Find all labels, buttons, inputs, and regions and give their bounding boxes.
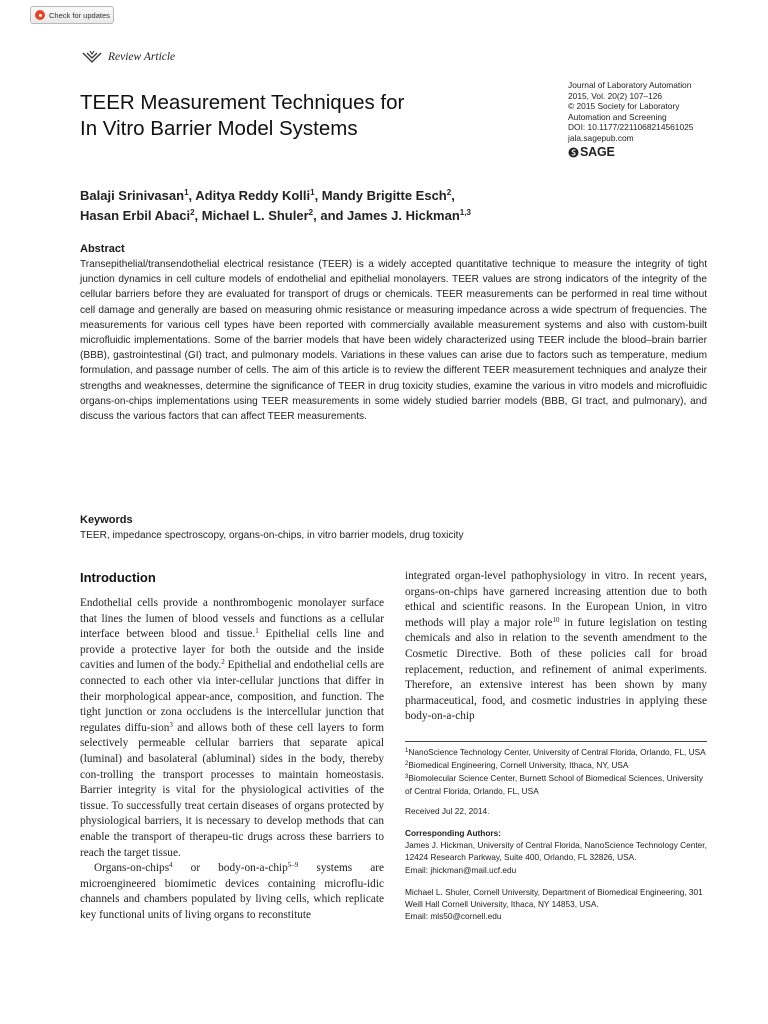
sage-logo-icon: [568, 147, 579, 158]
journal-volume: 2015, Vol. 20(2) 107–126: [568, 90, 663, 101]
author-affiliation-sup: 1: [184, 188, 189, 197]
journal-doi[interactable]: DOI: 10.1177/2211068214561025: [568, 122, 694, 133]
publisher-logo: [568, 144, 758, 159]
affiliation-1: [405, 746, 710, 758]
journal-copyright-2: Automation and Screening: [568, 111, 667, 122]
affiliation-2: [405, 759, 710, 771]
author-affiliation-sup: 2: [190, 208, 195, 217]
received-date: Received Jul 22, 2014.: [405, 805, 490, 816]
journal-copyright-1: © 2015 Society for Laboratory: [568, 101, 680, 112]
affiliation-number: 2: [405, 761, 409, 768]
update-badge-icon: [35, 10, 45, 20]
citation-ref[interactable]: 3: [169, 720, 173, 729]
author-affiliation-sup: 2: [446, 188, 452, 197]
author-affiliation-sup: 2: [308, 208, 314, 217]
keywords-text: TEER, impedance spectroscopy, organs-on-chips, in vitro barrier models, drug toxicity: [80, 530, 464, 541]
paragraph-text: in future legislation on testing chemicals and also in relation to the seventh amendment to the Cosmetic Directive. Both of these policies call for broad replacement, reduction, and refinement of animal experiments. Therefore, an extensive interest has been shown by many pharmaceutical, food, and cosmetic industries in applying these body-on-a-chip: [405, 616, 707, 723]
intro-paragraph-2: [80, 861, 384, 923]
paragraph-text: Organs-on-chips: [94, 862, 170, 875]
paragraph-text: Epithelial cells line and provide a protective layer for both the outside and the inside cavities and lumen of the body.: [80, 628, 384, 672]
affiliation-number: 3: [405, 774, 409, 781]
body-column-right: [405, 569, 707, 725]
affiliation-3: [405, 772, 710, 796]
paragraph-text: Epithelial and endothelial cells are connected to each other via inter-cellular junctions that differ in their morphological appear-ance, composition, and function. The tight junction or zona occludens is the intercellular junction that regulates diffu-sion: [80, 659, 384, 734]
paragraph-text: or body-on-a-chip: [172, 862, 288, 875]
title-line-1: TEER Measurement Techniques for: [80, 91, 405, 114]
journal-name: Journal of Laboratory Automation: [568, 80, 692, 90]
article-title: [80, 90, 500, 142]
author-name: , Mandy Brigitte Esch: [314, 188, 447, 203]
journal-mark-icon: [82, 50, 102, 64]
paragraph-text: systems are microengineered biomimetic devices containing microflu-idic channels and chambers populated by living cells, which replicate key functional units of living organs to reconstitute: [80, 862, 385, 921]
corresponding-author-1: James J. Hickman, University of Central Florida, NanoScience Technology Center, 12424 Research Parkway, Suite 400, Orlando, FL 32826, USA.: [405, 840, 707, 863]
corresponding-author-1-email[interactable]: Email: jhickman@mail.ucf.edu: [405, 864, 517, 875]
body-column-left: [80, 596, 384, 923]
corresponding-author-2: Michael L. Shuler, Cornell University, Department of Biomedical Engineering, 301 Weill Hall Cornell University, Ithaca, NY 14853, USA.: [405, 886, 703, 910]
journal-info: [568, 80, 758, 158]
affiliation-text: Biomedical Engineering, Cornell University, Ithaca, NY, USA: [408, 760, 629, 771]
author-separator: ,: [451, 188, 455, 203]
corresponding-author-2-email[interactable]: Email: mls50@cornell.edu: [405, 911, 502, 922]
affiliation-text: NanoScience Technology Center, University of Central Florida, Orlando, FL, USA: [408, 747, 706, 757]
citation-ref[interactable]: 1: [255, 627, 259, 636]
footnote-divider: [405, 741, 707, 742]
author-affiliation-sup: 1,3: [459, 208, 471, 217]
corresponding-authors-heading: Corresponding Authors:: [405, 828, 502, 839]
check-for-updates-button[interactable]: [30, 6, 114, 24]
abstract-heading: Abstract: [80, 243, 125, 255]
intro-paragraph-1: [80, 596, 384, 861]
author-affiliation-sup: 1: [310, 188, 315, 197]
title-line-2: In Vitro Barrier Model Systems: [80, 117, 358, 140]
keywords-heading: Keywords: [80, 514, 133, 526]
journal-site-link[interactable]: jala.sagepub.com: [568, 132, 634, 143]
publisher-name: SAGE: [580, 144, 615, 159]
affiliation-number: 1: [405, 748, 409, 754]
article-type-label: Review Article: [108, 51, 176, 63]
author-name: Balaji Srinivasan: [80, 188, 185, 203]
check-for-updates-label: Check for updates: [49, 10, 110, 20]
citation-ref[interactable]: 2: [221, 658, 225, 667]
citation-ref[interactable]: 4: [169, 861, 173, 870]
paragraph-text: and allows both of these cell layers to form selectively permeable cellular barriers that separate apical (luminal) and basolateral (abluminal) sides in the body, thereby con-trolling the transport processes to maintain homeostasis. Barrier integrity is vital for the physiological activities of the tissue. To successfully treat certain diseases of organs protected by physiological barriers, it is necessary to develop methods that can enable the transport of therapeu-tic drugs across these barriers to reach the target tissue.: [80, 721, 384, 859]
paragraph-text: integrated organ-level pathophysiology in vitro. In recent years, organs-on-chips have garnered increasing attention due to both ethical and scientific reasons. In the European Union, in vitro methods will play a major role: [405, 570, 707, 629]
citation-ref[interactable]: 5–9: [287, 861, 299, 870]
article-type-row: [82, 50, 175, 64]
paragraph-text: Endothelial cells provide a nonthrombogenic monolayer surface that lines the lumen of blood vessels and functions as a cellular interface between blood and tissue.: [80, 597, 384, 641]
author-name: , Aditya Reddy Kolli: [188, 188, 311, 203]
affiliations-footnote: [405, 746, 710, 922]
introduction-heading: Introduction: [80, 570, 156, 585]
author-list: [80, 186, 680, 226]
author-name: , and James J. Hickman: [313, 208, 460, 223]
abstract-text: Transepithelial/transendothelial electrical resistance (TEER) is a widely accepted quantitative technique to measure the integrity of tight junction dynamics in cell culture models of endothelial and epithelial monolayers. TEER values are strong indicators of the integrity of the cellular barriers before they are evaluated for transport of drugs or chemicals. TEER measurements can be performed in real time without cell damage and generally are based on measuring ohmic resistance or measuring impedance across a wide spectrum of frequencies. The measurements for various cell types have been reported with commercially available measurement systems and also with custom-built microfluidic implementations. Some of the barrier models that have been widely characterized using TEER include the blood–brain barrier (BBB), gastrointestinal (GI) tract, and pulmonary models. Variations in these values can arise due to factors such as temperature, medium formulation, and passage number of cells. The aim of this article is to review the different TEER measurement techniques and analyze their strengths and weaknesses, determine the significance of TEER in drug toxicity studies, examine the various in vitro models and microfluidic organs-on-chips implementations using TEER measurements in some widely studied barrier models (BBB, GI tract, and pulmonary), and discuss the various factors that can affect TEER measurements.: [80, 259, 707, 423]
citation-ref[interactable]: 10: [552, 615, 560, 624]
intro-paragraph-3: [405, 569, 707, 725]
affiliation-text: Biomolecular Science Center, Burnett School of Biomedical Sciences, University of Central Florida, Orlando, FL, USA: [405, 773, 704, 796]
author-name: Hasan Erbil Abaci: [80, 208, 191, 223]
author-name: , Michael L. Shuler: [194, 208, 309, 223]
